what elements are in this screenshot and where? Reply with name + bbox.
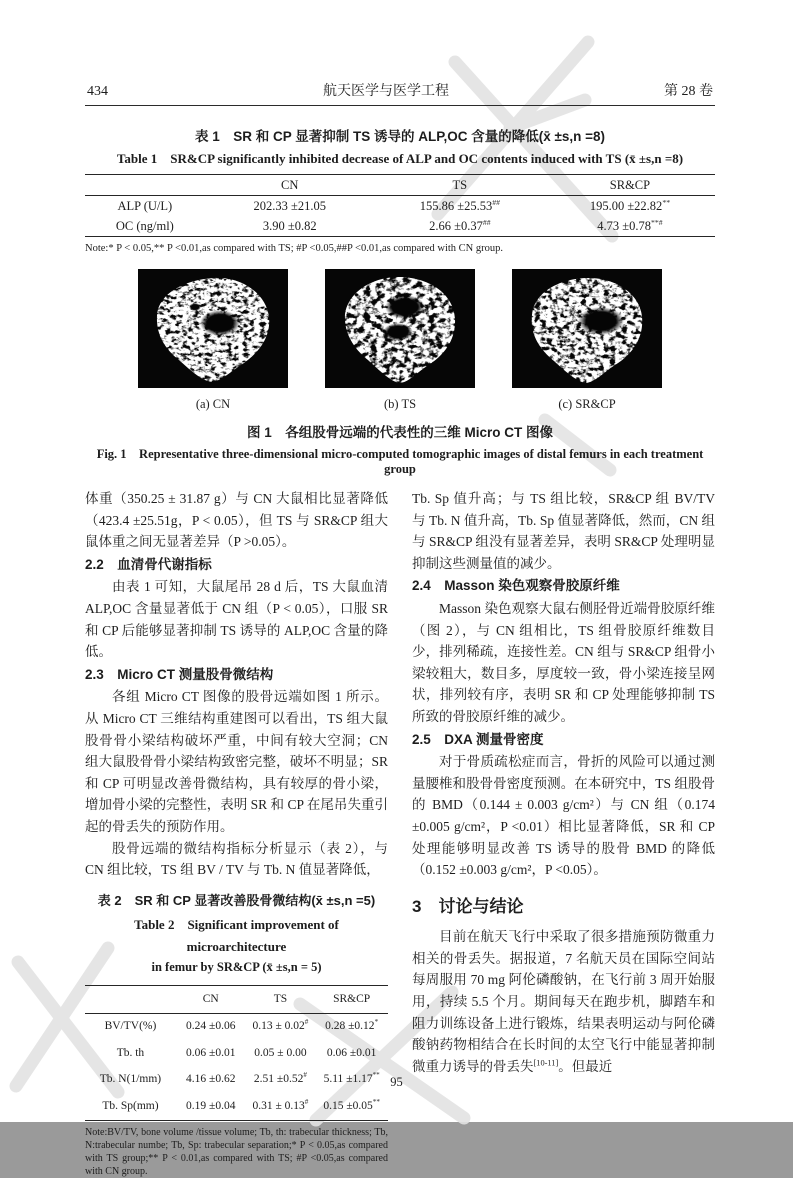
cell: 2.51 ±0.52# [253, 1071, 307, 1086]
section-heading-2-3: 2.3 Micro CT 测量股骨微结构 [85, 666, 274, 682]
significance-marker: ## [482, 217, 491, 227]
table2-block [85, 890, 388, 1178]
table2-title-en-line2: in femur by SR&CP (x̄ ±s,n = 5) [151, 960, 322, 975]
table2-col-ts: TS [246, 986, 316, 1014]
row-label: Tb. Sp(mm) [102, 1099, 159, 1112]
table2-title-zh: 表 2 SR 和 CP 显著改善股骨微结构(x̄ ±s,n =5) [97, 892, 376, 908]
cell: 0.06 ±0.01 [326, 1046, 377, 1059]
table1-note: Note:* P < 0.05,** P <0.01,as compared with TS; #P <0.05,##P <0.01,as compared with CN group. [85, 243, 503, 254]
cell: 195.00 ±22.82** [589, 197, 671, 213]
table2-header-row [85, 986, 388, 1014]
section-heading-2-2: 2.2 血清骨代谢指标 [85, 556, 212, 572]
section-heading-3: 3 讨论与结论 [412, 896, 524, 916]
citation-reference: [10-11] [533, 1058, 559, 1068]
cell: 0.19 ±0.04 [186, 1099, 236, 1112]
cell: 0.13 ± 0.02# [252, 1018, 309, 1033]
row-label: BV/TV(%) [104, 1020, 157, 1033]
table1-header-row [85, 175, 715, 196]
significance-marker: ** [372, 1098, 380, 1107]
figure1-subcaption-c: (c) SR&CP [558, 397, 616, 411]
cell: 0.28 ±0.12* [325, 1018, 379, 1033]
table1-col-srcp: SR&CP [545, 175, 715, 196]
cell: 2.66 ±0.37## [429, 217, 491, 233]
significance-marker: ** [662, 197, 671, 207]
volume-label: 第 28 卷 [664, 84, 713, 99]
cell: 3.90 ±0.82 [262, 218, 317, 233]
running-head [85, 80, 715, 106]
table-row [85, 196, 715, 217]
paragraph: Tb. Sp 值升高；与 TS 组比较，SR&CP 组 BV/TV 与 Tb. N 值升高，Tb. Sp 值显著降低，然而，CN 组与 SR&CP 组没有显著差异，表明 SR&CP 处理明显抑制这些测量值的减少。 [412, 491, 715, 571]
figure1-images [85, 269, 715, 412]
table1-block [85, 125, 715, 256]
significance-marker: # [304, 1098, 309, 1107]
significance-marker: * [374, 1018, 379, 1027]
cell: 0.24 ±0.06 [186, 1020, 236, 1033]
table-row [85, 1040, 388, 1067]
figure1-panel-b [325, 269, 475, 412]
header-page-number: 434 [87, 84, 108, 99]
significance-marker: ## [492, 197, 500, 207]
row-label: Tb. N(1/mm) [99, 1073, 162, 1086]
table1-corner-cell [85, 175, 205, 196]
paragraph: 体重（350.25 ± 31.87 g）与 CN 大鼠相比显著降低（423.4 ±25.51g，P < 0.05），但 TS 与 SR&CP 组大鼠体重之间无显著差异（P >0.05）。 [85, 491, 388, 550]
table2-note: Note:BV/TV, bone volume /tissue volume; Tb, th: trabecular thickness; Tb, N:trabecular numbe; Tb, Sp: trabecular separation;* P < 0.05,as compared with TS group;** P < 0.01,as compared with TS; #P <0.05,as compared with CN group. [85, 1127, 388, 1178]
micro-ct-image-srcp [512, 269, 662, 388]
journal-title: 航天医学与医学工程 [323, 84, 449, 99]
table2 [85, 985, 388, 1121]
significance-marker: ** [372, 1071, 380, 1080]
significance-marker: # [303, 1071, 307, 1080]
section-heading-2-4: 2.4 Masson 染色观察骨胶原纤维 [412, 578, 620, 594]
figure1-caption-en: Fig. 1 Representative three-dimensional micro-computed tomographic images of distal femurs in each treatment group [96, 447, 704, 476]
figure1-caption-zh: 图 1 各组股骨远端的代表性的三维 Micro CT 图像 [246, 425, 553, 440]
paragraph: 对于骨质疏松症而言，骨折的风险可以通过测量腰椎和股骨骨密度预测。在本研究中，TS 组股骨的 BMD（0.144 ± 0.003 g/cm²）与 CN 组（0.174 ±0.005 g/cm²，P <0.01）相比显著降低，SR 和 CP 处理能够明显改善 TS 诱导的股骨 BMD 的降低（0.152 ±0.003 g/cm²，P <0.05）。 [412, 754, 715, 878]
table2-title-en-line1: Table 2 Significant improvement of microarchitecture [134, 917, 339, 954]
footer-page-number: 95 [390, 1075, 403, 1089]
paragraph: 股骨远端的微结构指标分析显示（表 2），与 CN 组比较，TS 组 BV / TV 与 Tb. N 值显著降低， [85, 840, 388, 878]
table1-col-cn: CN [205, 175, 375, 196]
table1-title-zh: 表 1 SR 和 CP 显著抑制 TS 诱导的 ALP,OC 含量的降低(x̄ ±s,n =8) [194, 129, 606, 144]
page-content [85, 80, 715, 1178]
paragraph: 目前在航天飞行中采取了很多措施预防微重力相关的骨丢失。据报道，7 名航天员在国际空间站每周服用 70 mg 阿伦磷酸钠，在飞行前 3 周开始服用，持续 5.5 个月。期间每天在跑步机，脚踏车和阻力训练设备上进行锻炼，结果表明运动与阿伦磷酸钠药物相结合在长时间的太空飞行中能显著抑制微重力诱导的骨丢失[10-11]。但最近 [412, 929, 715, 1074]
row-label: ALP (U/L) [117, 198, 173, 213]
cell: 0.15 ±0.05** [323, 1098, 380, 1112]
cell: 0.31 ± 0.13# [252, 1098, 309, 1112]
table-row [85, 216, 715, 237]
table2-corner-cell [85, 986, 176, 1014]
row-label: Tb. th [116, 1046, 145, 1059]
significance-marker: # [304, 1018, 309, 1027]
cell: 0.06 ±0.01 [186, 1046, 236, 1059]
table-row [85, 1093, 388, 1120]
figure1-subcaption-b: (b) TS [383, 397, 417, 411]
cell: 202.33 ±21.05 [253, 198, 326, 213]
paragraph: Masson 染色观察大鼠右侧胫骨近端骨胶原纤维（图 2），与 CN 组相比，TS 组骨胶原纤维数目少，排列稀疏，连接性差。CN 组与 SR&CP 组骨小梁较粗大，数目多，厚度较一致，骨小梁连接呈网状，排列较有序，表明 SR 和 CP 处理能够抑制 TS 所致的骨胶原纤维的减少。 [412, 600, 715, 724]
row-label: OC (ng/ml) [115, 218, 174, 233]
paragraph: 由表 1 可知，大鼠尾吊 28 d 后，TS 大鼠血清 ALP,OC 含量显著低于 CN 组（P < 0.05），口服 SR 和 CP 后能够显著抑制 TS 诱导的 ALP,OC 含量的降低。 [85, 579, 388, 660]
cell: 4.73 ±0.78**# [597, 217, 663, 233]
figure1-panel-a [138, 269, 288, 412]
significance-marker: **# [651, 217, 663, 227]
cell: 4.16 ±0.62 [186, 1073, 236, 1086]
table1-col-ts: TS [375, 175, 545, 196]
table2-col-srcp: SR&CP [315, 986, 388, 1014]
cell: 0.05 ± 0.00 [254, 1046, 307, 1059]
figure1-subcaption-a: (a) CN [195, 397, 231, 411]
figure1-panel-c [512, 269, 662, 412]
paragraph: 各组 Micro CT 图像的股骨远端如图 1 所示。从 Micro CT 三维结构重建图可以看出，TS 组大鼠股骨骨小梁结构破坏严重，中间有较大空洞；CN 组大鼠股骨骨小梁结构致密完整，破坏不明显；SR 和 CP 可明显改善骨微结构，具有较厚的骨小梁，增加骨小梁的完整性，表明 SR 和 CP 在尾吊失重引起的骨丢失的预防作用。 [85, 689, 388, 834]
cell: 155.86 ±25.53## [419, 197, 500, 213]
micro-ct-image-ts [325, 269, 475, 388]
table1-title-en: Table 1 SR&CP significantly inhibited decrease of ALP and OC contents induced with TS (x̄ ±s,n =8) [116, 151, 684, 166]
section-heading-2-5: 2.5 DXA 测量骨密度 [412, 731, 544, 747]
micro-ct-image-cn [138, 269, 288, 388]
table1 [85, 174, 715, 237]
table-row [85, 1013, 388, 1040]
cell: 5.11 ±1.17** [323, 1071, 380, 1086]
table2-col-cn: CN [176, 986, 246, 1014]
